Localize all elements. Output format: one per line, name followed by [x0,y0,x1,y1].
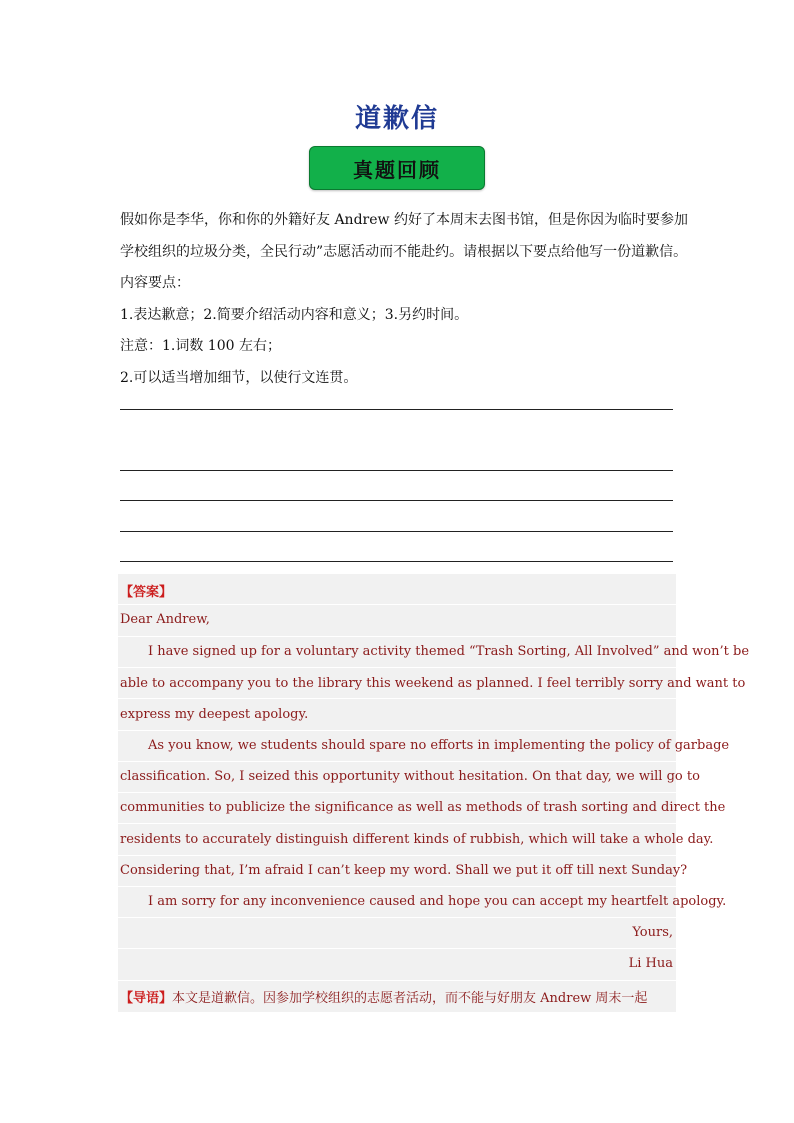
answer-writing-lines [120,409,673,593]
letter-line: I am sorry for any inconvenience caused and hope you can accept my heartfelt apology. [148,894,727,909]
letter-line: able to accompany you to the library this weekend as planned. I feel terribly sorry and want to [120,676,746,691]
letter-line: I have signed up for a voluntary activity themed “Trash Sorting, All Involved” and won’t be [148,644,750,659]
guide-text: 本文是道歉信。因参加学校组织的志愿者活动，而不能与好朋友 Andrew 周末一起 [172,991,648,1006]
writing-prompt [120,205,688,394]
prompt-line: 1.表达歉意；2.简要介绍活动内容和意义；3.另约时间。 [120,306,469,323]
letter-line: classification. So, I seized this opportunity without hesitation. On that day, we will go to [120,769,700,784]
prompt-line: 内容要点： [120,275,190,291]
letter-line: As you know, we students should spare no efforts in implementing the policy of garbage [148,738,730,753]
section-banner: 真题回顾 [309,146,485,190]
letter-line: Considering that, I’m afraid I can’t keep my word. Shall we put it off till next Sunday? [120,863,688,878]
guide-tag: 【导语】 [120,991,173,1006]
answer-tag: 【答案】 [120,585,173,600]
writing-line [120,501,673,532]
letter-signature: Li Hua [628,956,673,971]
prompt-line: 学校组织的垃圾分类，全民行动”志愿活动而不能赴约。请根据以下要点给他写一份道歉信。 [120,243,688,260]
writing-line [120,532,673,563]
writing-line [120,440,673,471]
prompt-line: 2.可以适当增加细节，以使行文连贯。 [120,369,358,386]
writing-line [120,471,673,502]
letter-line: communities to publicize the significance as well as methods of trash sorting and direct the [120,800,726,815]
writing-line [120,409,673,410]
letter-greeting: Dear Andrew, [120,612,210,627]
guide-paragraph [120,987,673,1006]
answer-panel [118,574,750,1012]
page-title: 道歉信 [354,104,439,134]
prompt-line: 注意：1.词数 100 左右； [120,338,281,354]
letter-closing: Yours, [632,925,673,940]
letter-line: express my deepest apology. [120,707,309,722]
letter-line: residents to accurately distinguish different kinds of rubbish, which will take a whole day. [120,832,714,847]
prompt-line: 假如你是李华，你和你的外籍好友 Andrew 约好了本周末去图书馆，但是你因为临时要参加 [120,212,688,228]
